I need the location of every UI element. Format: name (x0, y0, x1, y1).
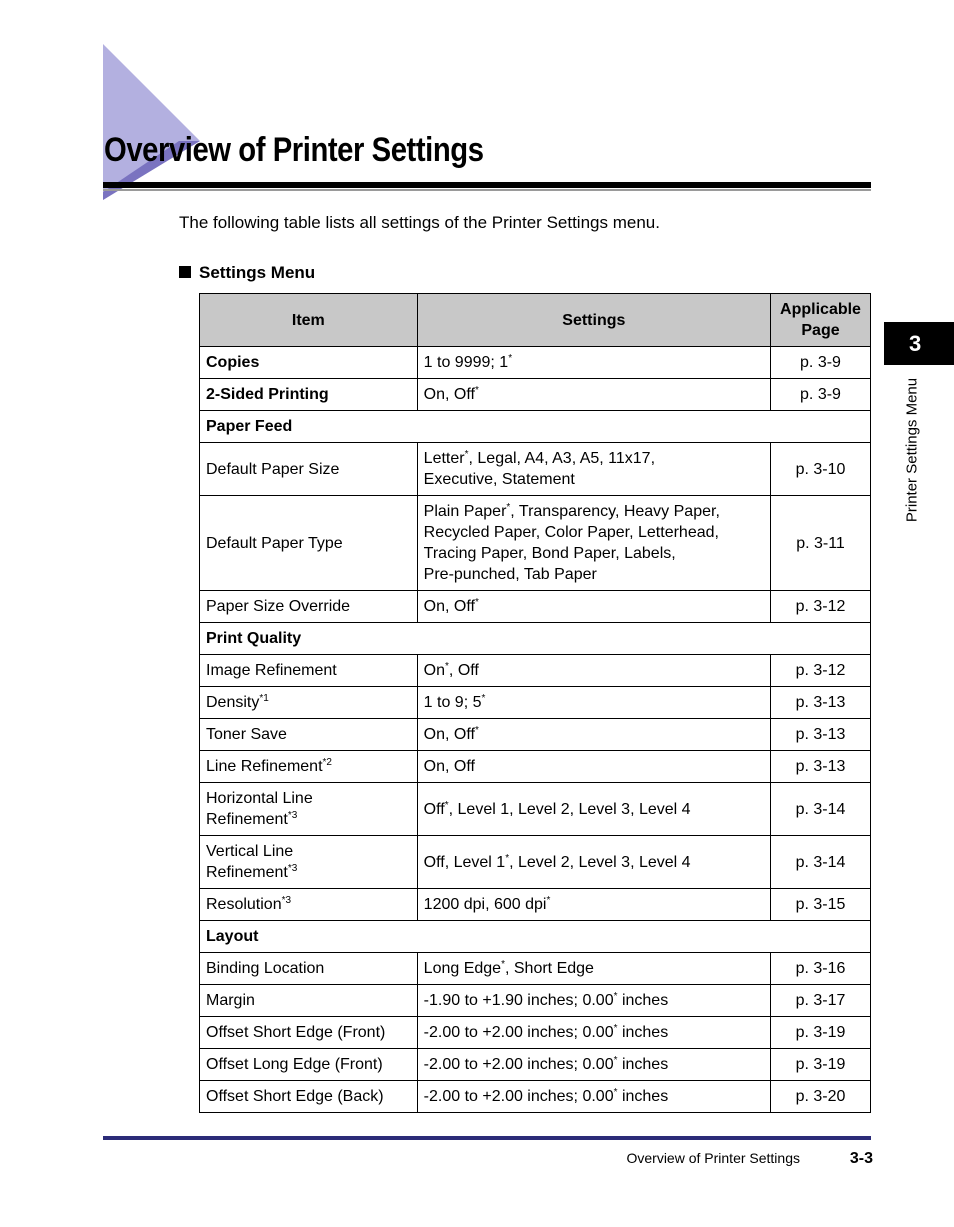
settings-cell (417, 953, 770, 985)
item-text: Refinement (206, 811, 288, 828)
table-row (200, 591, 871, 623)
settings-text: , Transparency, Heavy Paper, (510, 503, 720, 520)
footer-rule (103, 1136, 871, 1140)
footnote-marker: *3 (287, 863, 298, 874)
page-cell: p. 3-17 (771, 985, 871, 1017)
default-marker: * (546, 895, 551, 906)
item-cell: Image Refinement (200, 655, 418, 687)
settings-text: inches (617, 992, 669, 1009)
settings-cell (417, 783, 770, 836)
section-heading (179, 262, 315, 284)
settings-cell (417, 719, 770, 751)
footnote-marker: *1 (259, 693, 269, 704)
settings-text: , Legal, A4, A3, A5, 11x17, (468, 450, 656, 467)
page-cell: p. 3-12 (771, 591, 871, 623)
item-cell: Default Paper Size (200, 443, 418, 496)
settings-text: , Level 1, Level 2, Level 3, Level 4 (448, 800, 691, 818)
default-marker: * (501, 959, 505, 970)
intro-text: The following table lists all settings of the Printer Settings menu. (179, 213, 660, 232)
header-applicable-page (771, 294, 871, 347)
item-cell (200, 687, 418, 719)
settings-text: Executive, Statement (423, 471, 575, 488)
item-cell (200, 751, 418, 783)
item-cell: Offset Long Edge (Front) (200, 1049, 418, 1081)
table-row (200, 985, 871, 1017)
table-row (200, 783, 871, 836)
settings-cell: On, Off (417, 751, 770, 783)
item-cell: Offset Short Edge (Front) (200, 1017, 418, 1049)
page-cell: p. 3-13 (771, 687, 871, 719)
item-text: Line Refinement (206, 758, 323, 775)
page-cell: p. 3-10 (771, 443, 871, 496)
table-row (200, 655, 871, 687)
settings-text: Off (423, 800, 445, 818)
item-text: Horizontal Line (206, 790, 313, 807)
settings-text: Tracing Paper, Bond Paper, Labels, (423, 545, 676, 562)
settings-text: On, Off (423, 726, 475, 743)
default-marker: * (508, 353, 513, 364)
page-cell: p. 3-20 (771, 1081, 871, 1113)
settings-text: inches (617, 1056, 669, 1073)
settings-text: Plain Paper (423, 503, 507, 520)
item-cell: Copies (200, 347, 418, 379)
settings-text: Off, Level 1 (423, 853, 506, 871)
item-cell: Binding Location (200, 953, 418, 985)
item-cell (200, 783, 418, 836)
settings-text: Recycled Paper, Color Paper, Letterhead, (423, 524, 719, 541)
page-cell: p. 3-16 (771, 953, 871, 985)
page-cell: p. 3-9 (771, 379, 871, 411)
square-bullet-icon (179, 266, 191, 278)
page-cell: p. 3-15 (771, 889, 871, 921)
settings-text: inches (617, 1088, 669, 1105)
settings-text: -2.00 to +2.00 inches; 0.00 (423, 1024, 614, 1041)
group-cell: Print Quality (200, 623, 871, 655)
section-heading-text: Settings Menu (199, 263, 316, 282)
settings-cell (417, 1017, 770, 1049)
page-cell: p. 3-13 (771, 751, 871, 783)
table-row (200, 443, 871, 496)
item-cell: 2-Sided Printing (200, 379, 418, 411)
settings-text: -2.00 to +2.00 inches; 0.00 (423, 1088, 614, 1105)
default-marker: * (464, 449, 469, 460)
default-marker: * (444, 799, 449, 811)
settings-cell (417, 496, 770, 591)
table-row (200, 889, 871, 921)
page-cell: p. 3-19 (771, 1017, 871, 1049)
table-row (200, 836, 871, 889)
table-row (200, 1049, 871, 1081)
settings-table (199, 293, 871, 1113)
footer-section-title: Overview of Printer Settings (626, 1150, 800, 1166)
settings-text: , Level 2, Level 3, Level 4 (509, 853, 691, 871)
default-marker: * (613, 1087, 618, 1098)
item-cell: Paper Size Override (200, 591, 418, 623)
default-marker: * (474, 385, 479, 396)
group-row (200, 623, 871, 655)
group-row (200, 921, 871, 953)
settings-text: 1 to 9; 5 (423, 694, 482, 711)
chapter-tab-number: 3 (884, 322, 954, 365)
group-row (200, 411, 871, 443)
page-cell: p. 3-13 (771, 719, 871, 751)
page-cell: p. 3-11 (771, 496, 871, 591)
table-row (200, 751, 871, 783)
item-text: Refinement (206, 864, 288, 881)
group-cell: Layout (200, 921, 871, 953)
settings-text: , Short Edge (504, 960, 594, 977)
page-cell: p. 3-19 (771, 1049, 871, 1081)
group-cell: Paper Feed (200, 411, 871, 443)
page-cell: p. 3-14 (771, 783, 871, 836)
default-marker: * (474, 597, 479, 608)
settings-cell (417, 687, 770, 719)
settings-cell (417, 836, 770, 889)
table-row (200, 719, 871, 751)
page-cell: p. 3-12 (771, 655, 871, 687)
default-marker: * (613, 1023, 618, 1034)
settings-cell (417, 985, 770, 1017)
item-cell (200, 889, 418, 921)
table-row (200, 1081, 871, 1113)
settings-cell (417, 1049, 770, 1081)
settings-text: -2.00 to +2.00 inches; 0.00 (423, 1056, 614, 1073)
settings-cell (417, 1081, 770, 1113)
table-row (200, 379, 871, 411)
item-text: Vertical Line (206, 843, 294, 860)
title-rule (103, 182, 871, 188)
header-settings: Settings (417, 294, 770, 347)
page-cell: p. 3-14 (771, 836, 871, 889)
settings-cell (417, 347, 770, 379)
settings-text: Letter (423, 450, 465, 467)
page-title: Overview of Printer Settings (104, 131, 484, 169)
settings-text: 1200 dpi, 600 dpi (423, 896, 547, 913)
header-page-line2: Page (801, 322, 840, 339)
item-text: Density (206, 694, 260, 711)
default-marker: * (613, 1055, 618, 1066)
item-cell: Default Paper Type (200, 496, 418, 591)
default-marker: * (506, 502, 511, 513)
default-marker: * (445, 661, 449, 672)
header-item: Item (200, 294, 418, 347)
settings-cell (417, 889, 770, 921)
default-marker: * (474, 725, 479, 736)
item-cell (200, 836, 418, 889)
title-rule-thin (103, 189, 871, 191)
settings-cell (417, 379, 770, 411)
default-marker: * (481, 693, 486, 704)
settings-cell (417, 655, 770, 687)
settings-text: Long Edge (423, 960, 502, 977)
footnote-marker: *2 (322, 757, 332, 768)
footnote-marker: *3 (281, 895, 292, 906)
item-text: Resolution (206, 896, 282, 913)
chapter-tab-label: Printer Settings Menu (903, 377, 921, 523)
settings-text: On (423, 662, 446, 679)
header-page-line1: Applicable (780, 301, 861, 318)
item-cell: Toner Save (200, 719, 418, 751)
table-row (200, 687, 871, 719)
table-row (200, 347, 871, 379)
settings-text: On, Off (423, 386, 475, 403)
default-marker: * (613, 991, 618, 1002)
settings-text: -1.90 to +1.90 inches; 0.00 (423, 992, 614, 1009)
footnote-marker: *3 (287, 810, 298, 821)
settings-text: , Off (448, 662, 479, 679)
item-cell: Offset Short Edge (Back) (200, 1081, 418, 1113)
item-cell: Margin (200, 985, 418, 1017)
settings-cell (417, 443, 770, 496)
table-row (200, 1017, 871, 1049)
settings-cell (417, 591, 770, 623)
footer-page-number: 3-3 (849, 1150, 873, 1167)
table-header-row (200, 294, 871, 347)
settings-text: Pre-punched, Tab Paper (423, 566, 597, 583)
table-row (200, 496, 871, 591)
settings-text: On, Off (423, 598, 475, 615)
chapter-triangle-graphic (103, 44, 203, 200)
settings-text: inches (617, 1024, 669, 1041)
table-row (200, 953, 871, 985)
default-marker: * (505, 852, 510, 864)
page-cell: p. 3-9 (771, 347, 871, 379)
settings-text: 1 to 9999; 1 (423, 354, 509, 371)
